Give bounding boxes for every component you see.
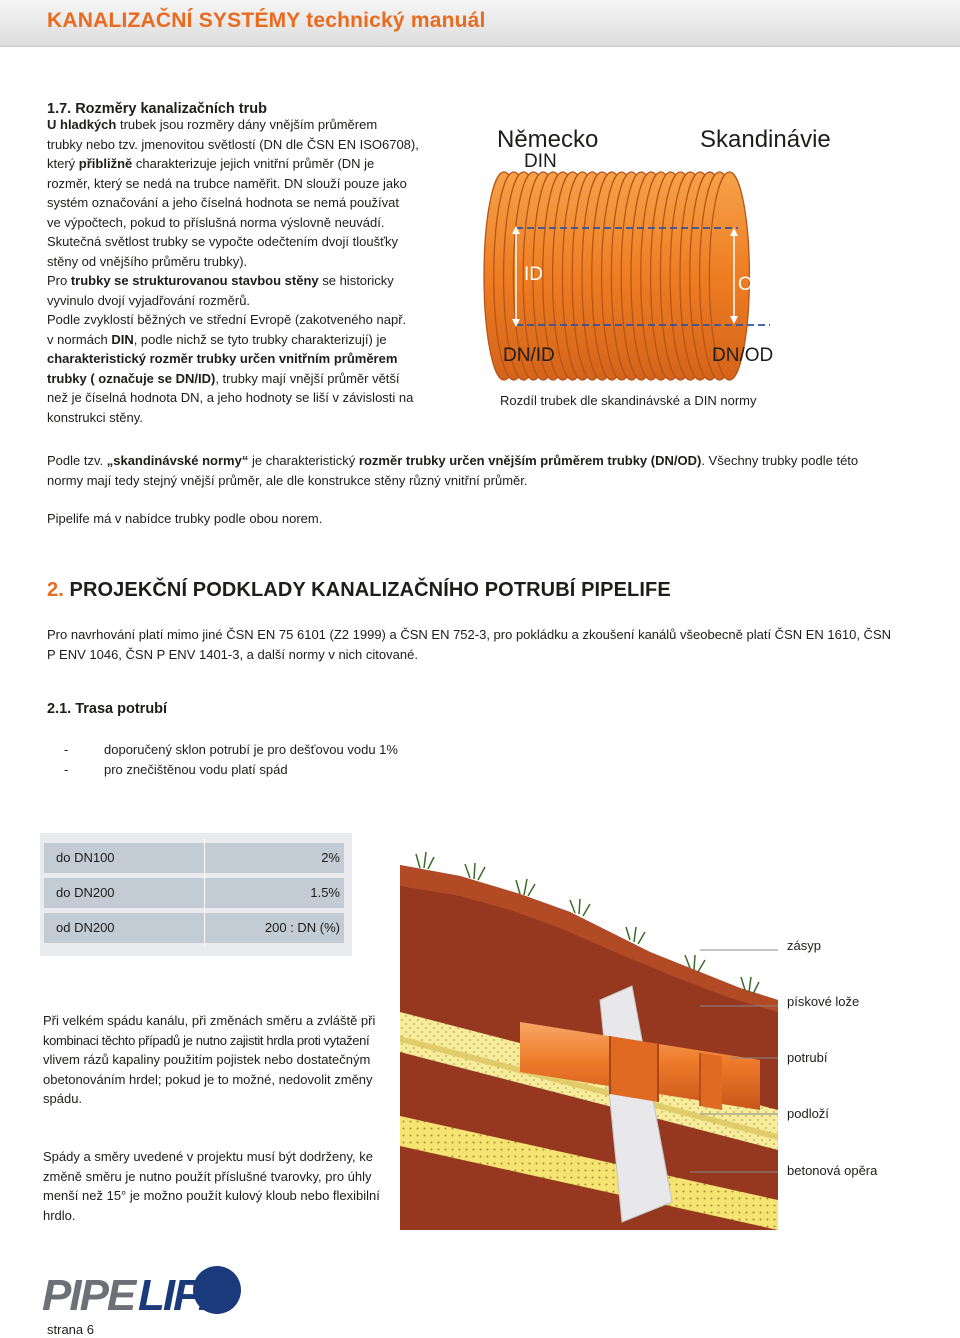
label-backfill: zásyp: [787, 938, 821, 953]
text-line: Podle zvyklostí běžných ve střední Evropě (zakotveného např.: [47, 312, 407, 327]
text-line: Pro trubky se strukturovanou stavbou stěny se historicky: [47, 273, 394, 288]
table-row: do DN200 1.5%: [44, 878, 344, 908]
logo-text-life: LIFE: [138, 1271, 226, 1318]
text-line: než je číselná hodnota DN, a jeho hodnoty se liší v závislosti na: [47, 390, 414, 405]
logo-text-pipe: PIPE: [42, 1271, 135, 1318]
text-line: trubky nebo tzv. jmenovitou světlostí (DN dle ČSN EN ISO6708),: [47, 136, 419, 152]
section-2-text: Pro navrhování platí mimo jiné ČSN EN 75 6101 (Z2 1999) a ČSN EN 752-3, pro pokládku a zkoušení kanálů všeobecně platí ČSN EN 1610, ČSN P ENV 1046, ČSN P ENV 1401-3, a další normy v nich citované.: [47, 627, 891, 662]
scandinavian-norm-text: Podle tzv. „skandinávské normy“ je charakteristický rozměr trubky určen vnějším průměrem trubky (DN/OD). Všechny trubky podle této normy mají tedy stejný vnější průměr, ale dle konstrukce stěny různý vnitřní průměr.: [47, 453, 859, 488]
text-line: v normách DIN, podle nichž se tyto trubky charakterizují) je: [47, 331, 387, 347]
note-paragraph-2: Spády a směry uvedené v projektu musí být dodrženy, ke změně směru je nutno použít příslušné tvarovky, pro úhly menší než 15° je možno použít kulový kloub nebo flexibilní hrdlo.: [43, 1149, 380, 1223]
text-line: stěny od vnějšího průměru trubky).: [47, 253, 248, 269]
note-paragraph-1: Při velkém spádu kanálu, při změnách směru a zvláště při kombinaci těchto případů je nutno zajistit hrdla proti vytažení vlivem rázů kapaliny použitím pojistek nebo dostatečným obetonováním hrdel; pokud je to možné, nedovolit změny spádu.: [43, 1013, 376, 1106]
slope-list: [64, 740, 398, 780]
text-line: konstrukci stěny.: [47, 409, 143, 425]
label-pipe: potrubí: [787, 1050, 828, 1065]
text-line: Skutečná světlost trubky se vypočte odečtením dvojí tloušťky: [47, 234, 398, 249]
pipelife-logo: [40, 1262, 250, 1318]
list-item: - pro znečištěnou vodu platí spád: [64, 762, 288, 777]
text-line: který přibližně charakterizuje jejich vnitřní průměr (DN je: [47, 156, 375, 171]
label-bedding: podloží: [787, 1106, 829, 1121]
page-number: strana 6: [47, 1322, 94, 1337]
header-bar: [0, 0, 960, 47]
section-2-1-heading: 2.1. Trasa potrubí: [47, 701, 168, 717]
label-concrete-support: betonová opěra: [787, 1163, 878, 1178]
text-line: U hladkých trubek jsou rozměry dány vnějším průměrem: [47, 117, 378, 132]
dn-id-label: DN/ID: [503, 345, 555, 366]
germany-label: Německo: [497, 126, 599, 153]
table-row: od DN200 200 : DN (%): [44, 913, 344, 943]
scandinavia-label: Skandinávie: [700, 126, 831, 153]
trench-illustration: [400, 810, 778, 1230]
text-line: rozměr, který se nedá na trubce naměřit. DN slouží pouze jako: [47, 175, 407, 191]
section-2-heading: 2. PROJEKČNÍ PODKLADY KANALIZAČNÍHO POTRUBÍ PIPELIFE: [47, 579, 671, 601]
pipelife-note: Pipelife má v nabídce trubky podle obou norem.: [47, 511, 323, 526]
text-line: vyvinulo dvojí vyjadřování rozměrů.: [47, 292, 251, 308]
slope-table: [40, 833, 352, 956]
table-row: do DN100 2%: [44, 843, 344, 873]
od-label: OD: [738, 274, 767, 295]
text-line: charakteristický rozměr trubky určen vnitřním průměrem: [47, 351, 398, 366]
label-sand-bed: pískové lože: [787, 994, 860, 1009]
section-1-7-text: [47, 115, 434, 427]
list-item: - doporučený sklon potrubí je pro dešťovou vodu 1%: [64, 742, 398, 757]
text-line: trubky ( označuje se DN/ID), trubky mají vnější průměr větší: [47, 370, 400, 386]
din-label: DIN: [524, 151, 557, 172]
pipe-socket: [610, 1036, 658, 1102]
text-line: ve výpočtech, pokud to příslušná norma výslovně neuvádí.: [47, 214, 385, 230]
pipe-figure-caption: Rozdíl trubek dle skandinávské a DIN normy: [500, 393, 757, 408]
id-label: ID: [524, 264, 543, 285]
text-line: systém označování a jeho číselná hodnota se nemá používat: [47, 195, 399, 210]
dn-od-label: DN/OD: [712, 345, 774, 366]
pipe-socket: [700, 1053, 722, 1110]
page-header-title: KANALIZAČNÍ SYSTÉMY technický manuál: [47, 9, 486, 32]
section-1-7-heading: 1.7. Rozměry kanalizačních trub: [47, 101, 267, 117]
